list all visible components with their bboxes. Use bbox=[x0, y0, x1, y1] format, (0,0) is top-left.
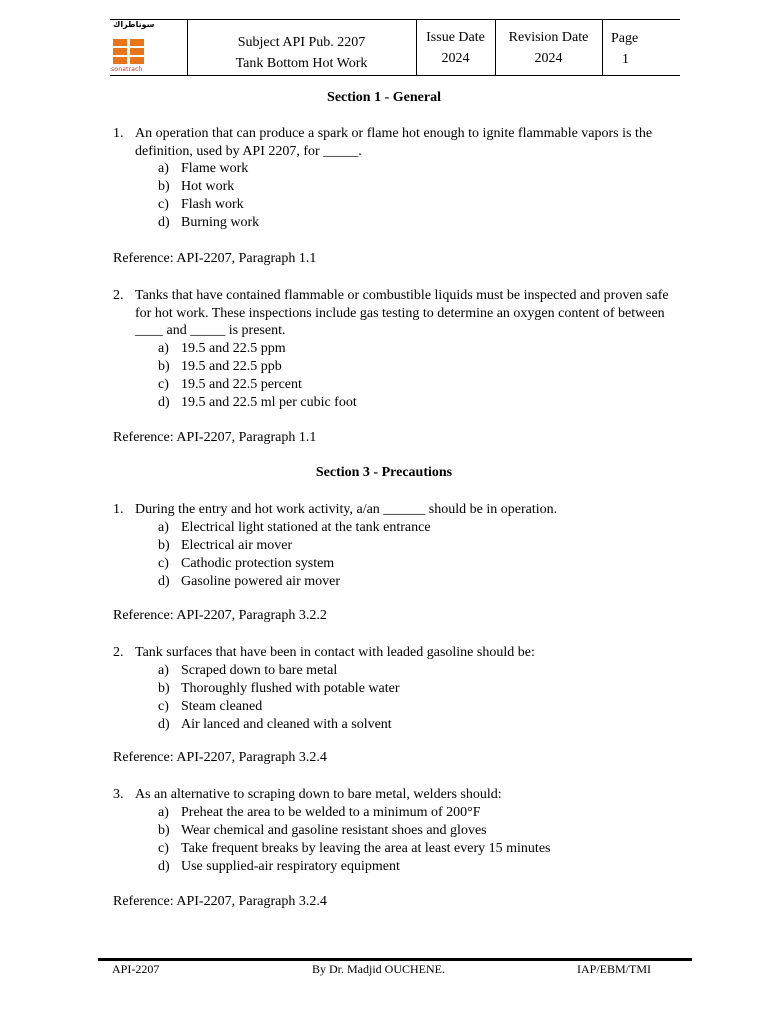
issue-date-cell bbox=[416, 20, 496, 75]
page-cell bbox=[602, 20, 680, 75]
option-text: Flash work bbox=[181, 197, 244, 212]
option-text: Use supplied-air respiratory equipment bbox=[181, 858, 400, 874]
option-letter: a) bbox=[158, 340, 169, 356]
option-text: Air lanced and cleaned with a solvent bbox=[181, 716, 392, 732]
option-letter: a) bbox=[158, 804, 169, 820]
option-c bbox=[158, 555, 688, 573]
page-label: Page bbox=[611, 31, 639, 46]
subject-cell bbox=[187, 20, 417, 75]
option-letter: d) bbox=[158, 716, 170, 732]
question-s1-q2 bbox=[113, 287, 688, 412]
option-a bbox=[158, 804, 688, 822]
option-letter: d) bbox=[158, 215, 170, 230]
option-letter: a) bbox=[158, 662, 169, 678]
option-b bbox=[158, 680, 688, 698]
option-c bbox=[158, 196, 688, 214]
page-number: 1 bbox=[622, 52, 629, 67]
option-letter: b) bbox=[158, 537, 170, 553]
options-list bbox=[158, 519, 688, 591]
question-number: 2. bbox=[113, 645, 124, 660]
reference-s3-q1: Reference: API-2207, Paragraph 3.2.2 bbox=[113, 608, 327, 623]
option-letter: b) bbox=[158, 680, 170, 696]
question-s3-q1 bbox=[113, 501, 688, 591]
section-3-title: Section 3 - Precautions bbox=[315, 465, 453, 480]
option-a bbox=[158, 160, 688, 178]
option-text: Steam cleaned bbox=[181, 698, 263, 714]
question-text: As an alternative to scraping down to bare metal, welders should: bbox=[135, 787, 502, 802]
option-d bbox=[158, 716, 688, 734]
logo-name: sonatrach bbox=[111, 66, 143, 73]
revision-date-cell bbox=[495, 20, 603, 75]
logo-cell bbox=[110, 20, 188, 75]
option-letter: b) bbox=[158, 822, 170, 838]
options-list bbox=[158, 160, 688, 232]
option-text: 19.5 and 22.5 ppm bbox=[181, 340, 286, 356]
option-text: Gasoline powered air mover bbox=[181, 573, 340, 589]
option-text: Preheat the area to be welded to a minimum of 200°F bbox=[181, 804, 481, 820]
option-text: Scraped down to bare metal bbox=[181, 662, 338, 678]
question-text: Tank surfaces that have been in contact with leaded gasoline should be: bbox=[135, 645, 535, 660]
question-s3-q2 bbox=[113, 644, 688, 734]
question-text: Tanks that have contained flammable or combustible liquids must be inspected and proven safe for hot work. These inspections include gas testing to determine an oxygen content of between ____ and _____ is present. bbox=[135, 288, 669, 338]
footer-divider bbox=[98, 958, 692, 961]
question-s1-q1 bbox=[113, 125, 688, 232]
option-b bbox=[158, 358, 688, 376]
option-letter: d) bbox=[158, 573, 170, 589]
option-c bbox=[158, 840, 688, 858]
option-text: Take frequent breaks by leaving the area at least every 15 minutes bbox=[181, 840, 551, 856]
issue-date-value: 2024 bbox=[441, 51, 470, 66]
option-text: 19.5 and 22.5 ppb bbox=[181, 358, 282, 374]
reference-s1-q1: Reference: API-2207, Paragraph 1.1 bbox=[113, 251, 317, 266]
option-letter: b) bbox=[158, 179, 170, 194]
option-letter: d) bbox=[158, 394, 170, 410]
option-a bbox=[158, 662, 688, 680]
option-letter: c) bbox=[158, 376, 169, 392]
option-letter: d) bbox=[158, 858, 170, 874]
question-number: 2. bbox=[113, 288, 124, 303]
option-letter: a) bbox=[158, 161, 169, 176]
option-text: Electrical air mover bbox=[181, 537, 293, 553]
logo-arabic-text: سوناطراك bbox=[113, 20, 155, 29]
question-number: 1. bbox=[113, 126, 124, 141]
footer-right: IAP/EBM/TMI bbox=[577, 962, 652, 976]
option-d bbox=[158, 858, 688, 876]
option-b bbox=[158, 178, 688, 196]
question-number: 3. bbox=[113, 787, 124, 802]
option-letter: c) bbox=[158, 698, 169, 714]
option-letter: a) bbox=[158, 519, 169, 535]
option-d bbox=[158, 394, 688, 412]
reference-s1-q2: Reference: API-2207, Paragraph 1.1 bbox=[113, 430, 317, 445]
issue-date-label: Issue Date bbox=[426, 30, 485, 45]
section-1-title: Section 1 - General bbox=[327, 90, 441, 105]
options-list bbox=[158, 804, 688, 876]
option-letter: c) bbox=[158, 840, 169, 856]
option-a bbox=[158, 519, 688, 537]
option-text: Wear chemical and gasoline resistant shoes and gloves bbox=[181, 822, 487, 838]
options-list bbox=[158, 340, 688, 412]
question-text: During the entry and hot work activity, a/an ______ should be in operation. bbox=[135, 502, 558, 517]
subject-line-1: Subject API Pub. 2207 bbox=[237, 35, 366, 50]
option-letter: b) bbox=[158, 358, 170, 374]
reference-s3-q2: Reference: API-2207, Paragraph 3.2.4 bbox=[113, 750, 327, 765]
subject-line-2: Tank Bottom Hot Work bbox=[235, 56, 368, 71]
option-text: Thoroughly flushed with potable water bbox=[181, 680, 400, 696]
document-header bbox=[110, 19, 680, 76]
question-text: An operation that can produce a spark or flame hot enough to ignite flammable vapors is the definition, used by API 2207, for _____. bbox=[135, 126, 653, 159]
option-text: Burning work bbox=[181, 215, 260, 230]
reference-s3-q3: Reference: API-2207, Paragraph 3.2.4 bbox=[113, 894, 327, 909]
option-text: Cathodic protection system bbox=[181, 555, 335, 571]
question-number: 1. bbox=[113, 502, 124, 517]
option-text: 19.5 and 22.5 ml per cubic foot bbox=[181, 394, 357, 410]
footer-author: By Dr. Madjid OUCHENE. bbox=[312, 962, 445, 976]
footer-left: API-2207 bbox=[112, 962, 160, 976]
option-b bbox=[158, 822, 688, 840]
option-d bbox=[158, 214, 688, 232]
option-c bbox=[158, 376, 688, 394]
option-text: Hot work bbox=[181, 179, 235, 194]
option-a bbox=[158, 340, 688, 358]
revision-date-label: Revision Date bbox=[508, 30, 589, 45]
option-text: 19.5 and 22.5 percent bbox=[181, 376, 302, 392]
options-list bbox=[158, 662, 688, 734]
option-c bbox=[158, 698, 688, 716]
option-d bbox=[158, 573, 688, 591]
revision-date-value: 2024 bbox=[534, 51, 563, 66]
option-text: Electrical light stationed at the tank entrance bbox=[181, 519, 431, 535]
option-letter: c) bbox=[158, 197, 169, 212]
option-b bbox=[158, 537, 688, 555]
question-s3-q3 bbox=[113, 786, 688, 876]
option-letter: c) bbox=[158, 555, 169, 571]
option-text: Flame work bbox=[181, 161, 249, 176]
